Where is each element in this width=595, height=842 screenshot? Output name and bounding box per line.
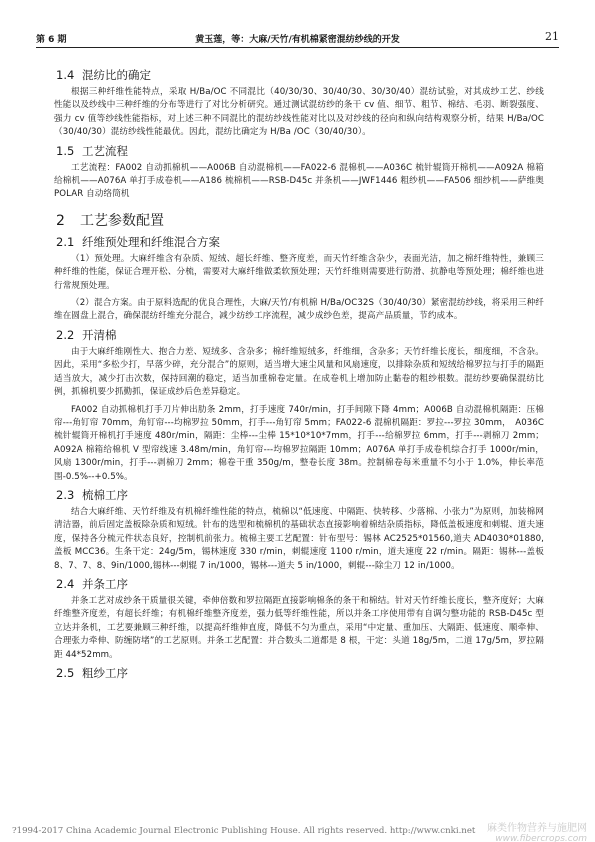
watermark-site: www.fibercrops.com	[495, 834, 587, 842]
paragraph: 并条工艺对成纱条干质量很关键，牵伸倍数和罗拉隔距直接影响棉条的条干和棉结。针对天竹纤维长度长，整齐度好；大麻纤维整齐度差，有超长纤维；有机棉纤维整齐度差，强力低等纤维性能，所以并条工序使用带有自调匀整功能的 RSB-D45c 型立达并条机，工艺要兼顾三种纤维，以提高纤维伸直度，降低不匀为重点，采用“中定量、重加压、大隔距、低速度、顺牵伸、合理张力牵伸、防缠防堵”的工艺原则。并条工艺配置：并合数头二道都是 8 根，干定：头道 18g/5m，二道 17g/5m，罗拉隔距 44*52mm。	[54, 595, 544, 660]
copyright-notice: ?1994-2017 China Academic Journal Electronic Publishing House. All rights reserved. http://www.cnki.net	[12, 826, 476, 836]
page-number: 21	[545, 30, 559, 43]
paragraph: （1）预处理。大麻纤维含有杂质、短绒、超长纤维、整齐度差，而天竹纤维含杂少，表面光洁，加之棉纤维特性，兼顾三种纤维的性能，保证合理开松、分梳，需要对大麻纤维做柔软预处理；天竹纤维则需要进行防滑、抗静电等预处理；棉纤维也进行常规预处理。	[54, 253, 544, 291]
running-title: 黄玉莲，等：大麻/天竹/有机棉紧密混纺纱线的开发	[195, 35, 400, 45]
section-heading-1-5: 1.5 工艺流程	[56, 143, 128, 158]
paragraph: 结合大麻纤维、天竹纤维及有机棉纤维性能的特点，梳棉以“低速度、中隔距、快转移、少落棉、小张力”为原则，加装棉网清洁器，前后固定盖板除杂质和短绒。针布的选型和梳棉机的基础状态直接影响着棉结杂质指标，降低盖板速度和刺辊、道夫速度，保持各分梳元件状态良好，控制机前张力。梳棉主要工艺配置：针布型号：锡林 AC2525*01560,道夫 AD4030*01880,盖板 MCC36。生条干定：24g/5m，锡林速度 330 r/min，刺辊速度 1100 r/min，道夫速度 22 r/min。隔距：锡林---盖板 8、7、7、8、9in/1000,锡林---刺辊 7 in/1000，锡林---道夫 5 in/1000，刺辊---除尘刀 12 in/1000。	[54, 506, 544, 571]
watermark	[487, 824, 587, 842]
issue-number: 第 6 期	[36, 35, 67, 45]
section-heading-2-5: 2.5 粗纱工序	[56, 666, 128, 680]
section-heading-2-1: 2.1 纤维预处理和纤维混合方案	[56, 234, 220, 249]
section-heading-2-4: 2.4 并条工序	[56, 576, 128, 591]
section-heading-2-2: 2.2 开清棉	[56, 327, 117, 342]
watermark-text: 麻类作物营养与施肥网	[487, 823, 587, 834]
paragraph: 根据三种纤维性能特点，采取 H/Ba/OC 不同混比（40/30/30、30/40/30、30/30/40）混纺试验，对其成纱工艺、纱线性能以及纱线中三种纤维的分布等进行了对比分析研究。通过测试混纺纱的条干 cv 值、细节、粗节、棉结、毛羽、断裂强度、强力 cv 值等纱线性能指标，对上述三种不同混比的混纺纱线性能对比以及对纱线的径向和纵向结构观察分析，结果 H/Ba/OC（30/40/30）混纺纱线性能最优。因此，混纺比确定为 H/Ba /OC（30/40/30）。	[54, 87, 544, 138]
section-heading-2: 2 工艺参数配置	[56, 212, 164, 229]
paragraph: （2）混合方案。由于原料选配的优良合理性，大麻/天竹/有机棉 H/Ba/OC32S（30/40/30）紧密混纺纱线，将采用三种纤维在圆盘上混合，确保混纺纤维充分混合，减少纺纱工序流程，减少成纱色差，提高产品质量，节约成本。	[54, 298, 544, 322]
page-footer	[12, 824, 587, 840]
section-heading-1-4: 1.4 混纺比的确定	[56, 68, 151, 82]
article-body	[54, 68, 544, 684]
section-heading-2-3: 2.3 梳棉工序	[56, 487, 128, 502]
running-header	[36, 30, 559, 48]
paragraph: FA002 自动抓棉机打手刀片伸出肋条 2mm，打手速度 740r/min，打手间隙下降 4mm；A006B 自动混棉机隔距：压棉帘---角钉帘 70mm，角钉帘---均棉罗拉 50mm，打手---角钉帘 5mm；FA022-6 混棉机隔距：罗拉---罗拉 30mm， A036C 梳针辊筒开棉机打手速度 480r/min，隔距：尘棒---尘棒 15*10*10*7mm，打手---给棉罗拉 6mm，打手---剥棉刀 2mm；A092A 棉箱给棉机 V 型帘线速 3.48m/min，角钉帘---均棉罗拉隔距 10mm；A076A 单打手成卷机综合打手 1000r/min，风扇 1300r/min，打手---剥棉刀 2mm；棉卷干重 350g/m，整卷长度 38m。控制棉卷每米重量不匀小于 1.0%，伸长率范围-0.5%--+0.5%。	[54, 404, 544, 482]
paragraph: 工艺流程：FA002 自动抓棉机——A006B 自动混棉机——FA022-6 混棉机——A036C 梳针辊筒开棉机——A092A 棉箱给棉机——A076A 单打手成卷机——A186 梳棉机——RSB-D45c 并条机——JWF1446 粗纱机——FA506 细纱机——萨维奥 POLAR 自动络筒机	[54, 162, 544, 200]
paragraph: 由于大麻纤维刚性大、抱合力差、短绒多、含杂多；棉纤维短绒多，纤维细，含杂多；天竹纤维长度长，细度细，不含杂。因此，采用“多松少打，早落少碎，充分混合”的原则，适当增大速尘风量和风扇速度，以排除杂质和短绒给棉罗拉与打手的隔距适当放大，减少打击次数，保持回潮的稳定，适当加重棉卷定量。在成卷机上增加防止黏卷的粗纱根数。混纺纱要确保混纺比例，抓棉机要少抓勤抓，保证成纱后色差异稳定。	[54, 346, 544, 398]
